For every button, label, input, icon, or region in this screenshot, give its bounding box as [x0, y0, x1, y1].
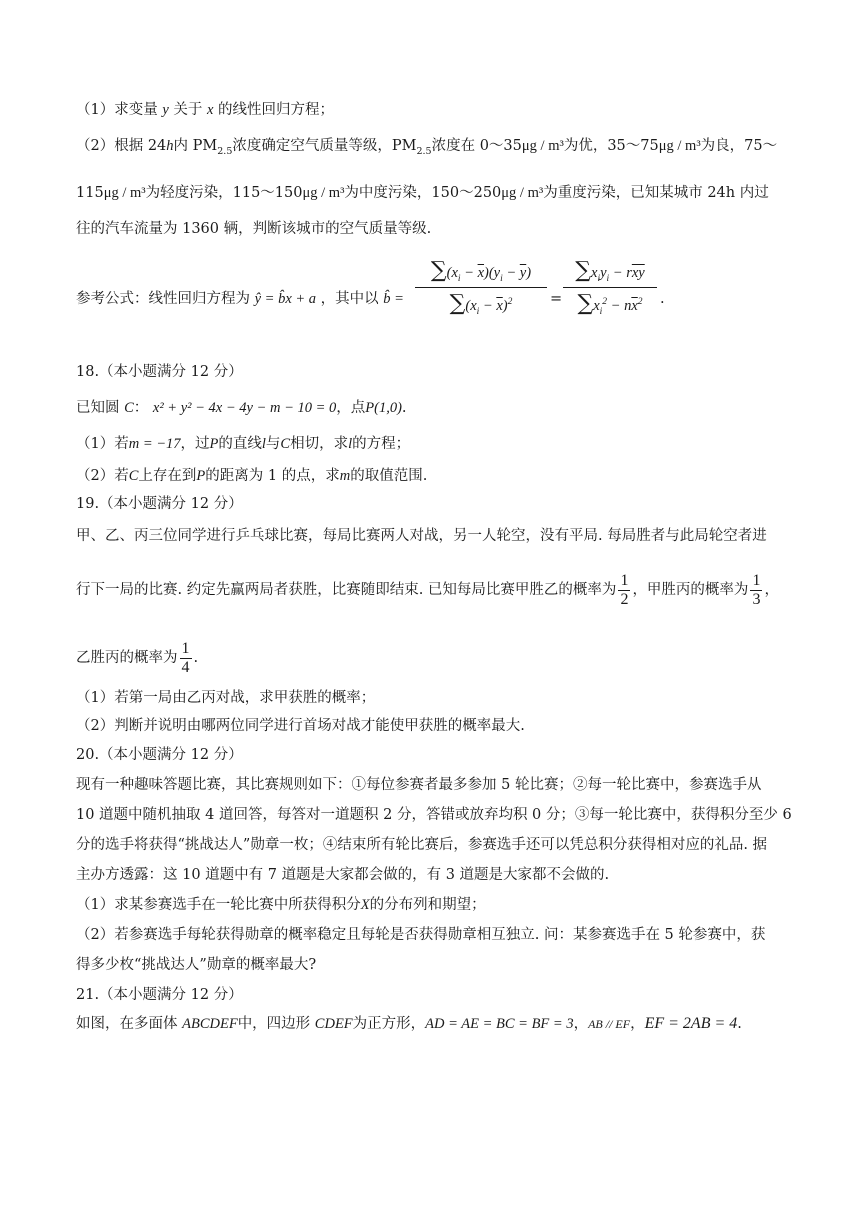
formula-equals: = [550, 291, 563, 307]
q19-part1: （1）若第一局由乙丙对战，求甲获胜的概率； [76, 690, 376, 706]
q21-header: 21.（本小题满分 12 分） [76, 987, 243, 1003]
q18-part1: （1）若m = −17，过P的直线l与C相切，求l的方程； [76, 436, 411, 452]
q17-part2-line2: 115μg / m³为轻度污染，115～150μg / m³为中度污染，150～250μg / m³为重度污染，已知某城市 24h 内过 [76, 185, 769, 201]
q18-header: 18.（本小题满分 12 分） [76, 364, 243, 380]
formula-period: . [660, 291, 665, 307]
q20-line2: 10 道题中随机抽取 4 道回答，每答对一道题积 2 分，答错或放弃均积 0 分；③每一轮比赛中，获得积分至少 6 [76, 807, 792, 823]
q19-header: 19.（本小题满分 12 分） [76, 496, 243, 512]
q19-part2: （2）判断并说明由哪两位同学进行首场对战才能使甲获胜的概率最大. [76, 718, 525, 734]
q17-part2-line3: 往的汽车流量为 1360 辆，判断该城市的空气质量等级. [76, 221, 432, 237]
q19-line1: 甲、乙、丙三位同学进行乒乓球比赛，每局比赛两人对战，另一人轮空，没有平局. 每局胜者与此局轮空者进 [76, 528, 767, 544]
q19-line3: 乙胜丙的概率为 $\frac{1}{4}$ . [76, 639, 199, 676]
q17-reference-formula: 参考公式：线性回归方程为 ŷ = b̂x + a ，其中以 b̂ = [76, 291, 404, 307]
q18-statement: 已知圆 C： x² + y² − 4x − 4y − m − 10 = 0，点P(1,0). [76, 400, 407, 416]
q20-line1: 现有一种趣味答题比赛，其比赛规则如下：①每位参赛者最多参加 5 轮比赛；②每一轮比赛中，参赛选手从 [76, 777, 762, 793]
q20-part2-line2: 得多少枚“挑战达人”勋章的概率最大? [76, 957, 317, 973]
fraction-one-third: $\frac{1}{3}$ [752, 571, 761, 608]
q20-header: 20.（本小题满分 12 分） [76, 747, 243, 763]
q20-part1: （1）求某参赛选手在一轮比赛中所获得积分X的分布列和期望； [76, 897, 486, 913]
q18-part2: （2）若C上存在到P的距离为 1 的点，求m的取值范围. [76, 468, 428, 484]
q20-line3: 分的选手将获得“挑战达人”勋章一枚；④结束所有轮比赛后，参赛选手还可以凭总积分获得相对应的礼品. 据 [76, 837, 768, 853]
q19-line2: 行下一局的比赛. 约定先赢两局者获胜，比赛随即结束. 已知每局比赛甲胜乙的概率为 $\frac{1}{2}$ ，甲胜丙的概率为 $\frac{1}{3}$ ， [76, 571, 779, 608]
q21-statement: 如图，在多面体 ABCDEF中，四边形 CDEF为正方形，AD = AE = BC = BF = 3，AB // EF，EF = 2AB = 4. [76, 1015, 742, 1032]
fraction-one-quarter: $\frac{1}{4}$ [181, 639, 190, 676]
formula-fraction-2: $\sum x_iy_i - r\overline{xy}$ $\sum x_i^2 - n\overline{x}^2$ [563, 258, 657, 317]
q17-part1: （1）求变量 y 关于 x 的线性回归方程； [76, 102, 335, 118]
q17-part2-line1: （2）根据 24h内 $PM_{2.5}$浓度确定空气质量等级，$PM_{2.5}$浓度在 0～35μg / m³为优，35～75μg / m³为良，75～ [76, 138, 778, 157]
q20-part2-line1: （2）若参赛选手每轮获得勋章的概率稳定且每轮是否获得勋章相互独立. 问：某参赛选手在 5 轮参赛中，获 [76, 927, 766, 943]
q20-line4: 主办方透露：这 10 道题中有 7 道题是大家都会做的，有 3 道题是大家都不会做的. [76, 867, 610, 883]
fraction-one-half: $\frac{1}{2}$ [620, 571, 629, 608]
formula-fraction-1: $\sum(x_i - \overline{x})(y_i - \overline{y})$ $\sum(x_i - \overline{x})^2$ [415, 258, 547, 317]
